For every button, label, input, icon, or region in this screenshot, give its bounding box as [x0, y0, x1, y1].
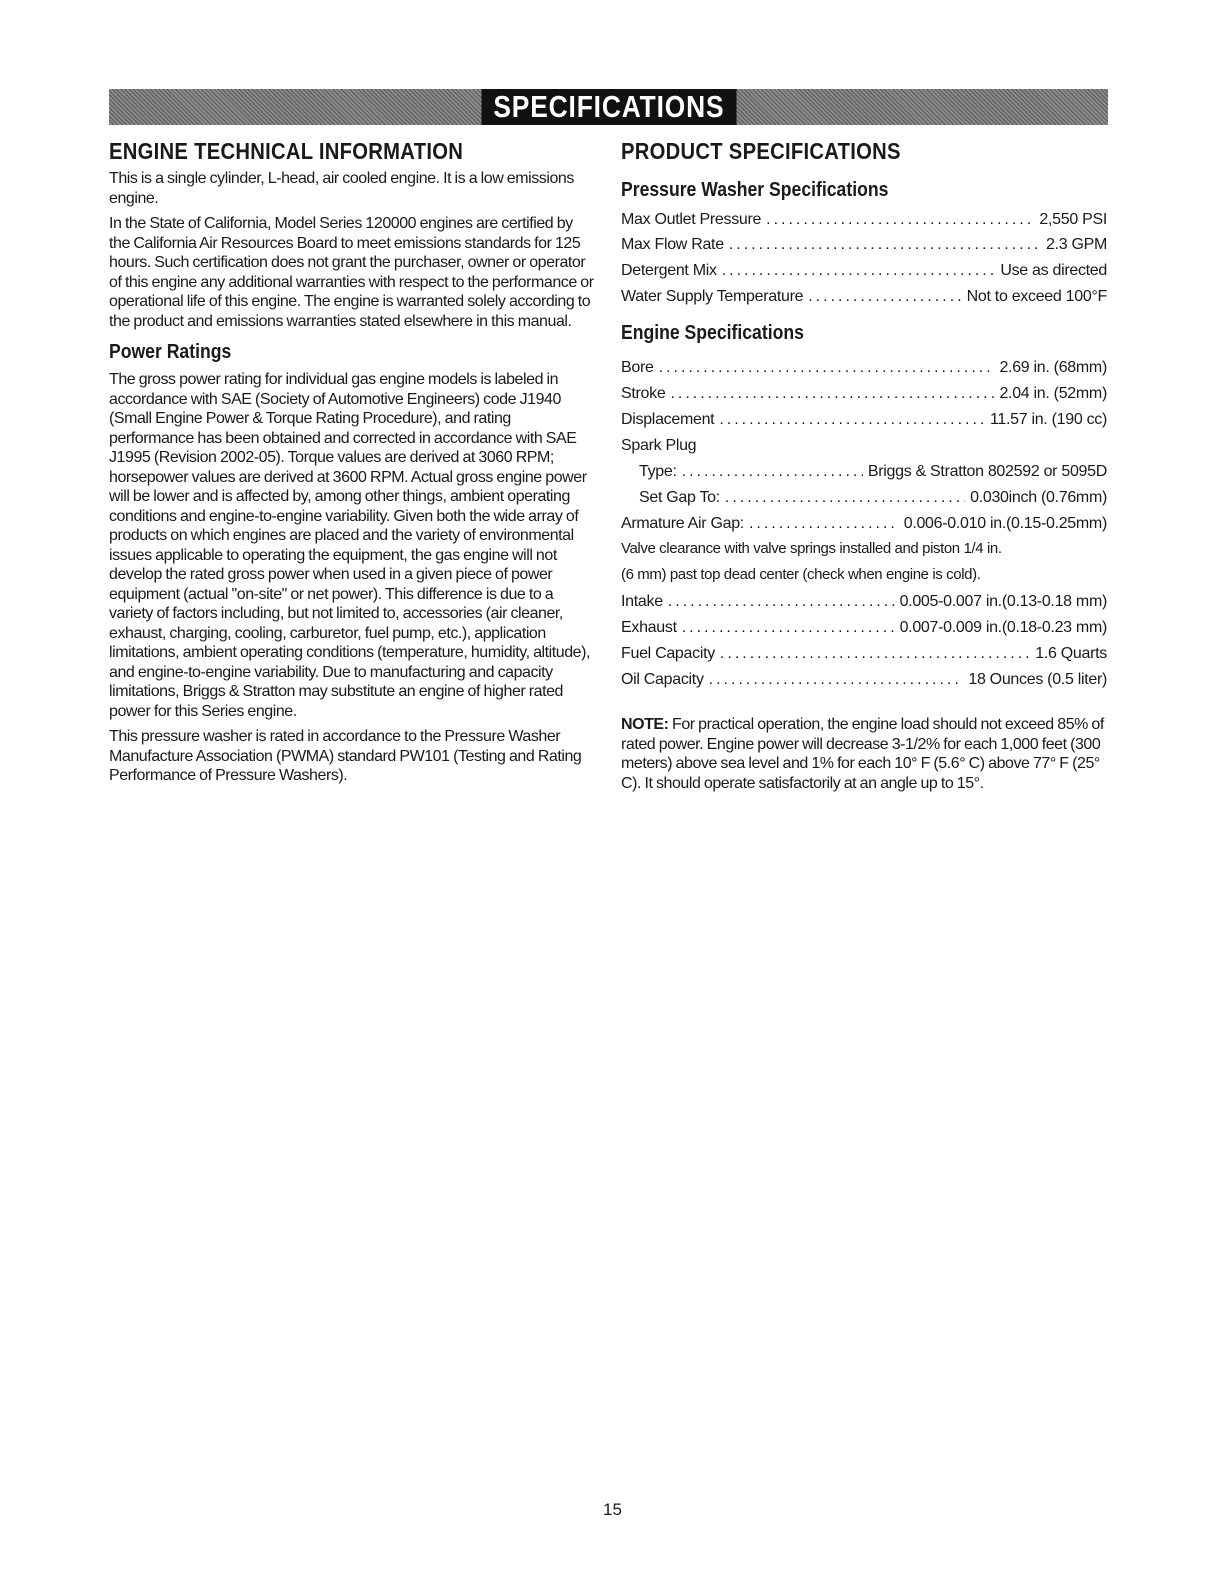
spec-row-intake — [621, 589, 1107, 615]
spec-value: 2,550 PSI — [1039, 211, 1107, 228]
leader-dots — [749, 511, 899, 537]
spec-row-set-gap — [621, 485, 1107, 511]
spec-row-bore — [621, 355, 1107, 381]
spec-label: Set Gap To: — [639, 489, 720, 506]
spec-label: Fuel Capacity — [621, 645, 715, 662]
power-ratings-heading: Power Ratings — [109, 341, 232, 363]
spec-label: Max Outlet Pressure — [621, 211, 762, 228]
spec-label: Max Flow Rate — [621, 236, 724, 253]
spec-row-displacement — [621, 407, 1107, 433]
leader-dots — [729, 232, 1041, 258]
note-paragraph — [621, 715, 1107, 793]
product-specifications-column — [621, 138, 1107, 799]
spark-plug-label: Spark Plug — [621, 437, 697, 454]
product-specifications-heading: PRODUCT SPECIFICATIONS — [621, 138, 901, 164]
spec-value: 0.030inch (0.76mm) — [970, 489, 1107, 506]
note-text: For practical operation, the engine load should not exceed 85% of rated power. Engine power will decrease 3-1/2% for each 1,000 feet (300 meters) above sea level and 1% for each 10° F (5.6° C) above 77° F (25° C). It should operate satisfactorily at an angle up to 15°. — [621, 716, 1104, 792]
leader-dots — [670, 381, 994, 407]
spec-label: Intake — [621, 593, 663, 610]
leader-dots — [719, 407, 985, 433]
spec-value: Not to exceed 100°F — [966, 288, 1107, 305]
spec-row-spark-plug-type — [621, 459, 1107, 485]
spec-label: Exhaust — [621, 619, 677, 636]
engine-technical-heading: ENGINE TECHNICAL INFORMATION — [109, 138, 464, 164]
spec-row-exhaust — [621, 615, 1107, 641]
valve-clearance-line-1: Valve clearance with valve springs installed and piston 1/4 in. — [621, 540, 1002, 557]
banner-title: SPECIFICATIONS — [481, 89, 736, 125]
leader-dots — [720, 641, 1030, 667]
spec-value: 2.3 GPM — [1045, 236, 1107, 253]
spec-label: Detergent Mix — [621, 262, 717, 279]
spec-value: 18 Ounces (0.5 liter) — [968, 671, 1107, 688]
spec-row-max-outlet-pressure — [621, 208, 1107, 232]
spec-value: 2.69 in. (68mm) — [999, 359, 1107, 376]
spec-value: 11.57 in. (190 cc) — [989, 411, 1107, 428]
california-certification-paragraph: In the State of California, Model Series 120000 engines are certified by the California Air Resources Board to meet emissions standards for 125 hours. Such certification does not grant the purchaser, owner or operator of this engine any additional warranties with respect to the performance or operational life of this engine. The engine is warranted solely according to the product and emissions warranties stated elsewhere in this manual. — [109, 215, 594, 330]
leader-dots — [808, 284, 961, 310]
spec-value: 1.6 Quarts — [1035, 645, 1107, 662]
leader-dots — [709, 667, 964, 693]
spec-label: Type: — [639, 463, 677, 480]
valve-clearance-line-2: (6 mm) past top dead center (check when engine is cold). — [621, 566, 981, 583]
spec-label: Armature Air Gap: — [621, 515, 744, 532]
spec-label: Stroke — [621, 385, 666, 402]
spec-value: 0.007-0.009 in.(0.18-0.23 mm) — [899, 619, 1107, 636]
leader-dots — [659, 355, 995, 381]
pressure-washer-specs-heading: Pressure Washer Specifications — [621, 179, 889, 201]
leader-dots — [725, 485, 965, 511]
specifications-banner — [109, 89, 1108, 125]
power-ratings-paragraph: The gross power rating for individual gas engine models is labeled in accordance with SAE (Society of Automotive Engineers) code J1940 (Small Engine Power & Torque Rating Procedure), and rating performance has been obtained and corrected in accordance with SAE J1995 (Revision 2002-05). Torque values are derived at 3060 RPM; horsepower values are derived at 3600 RPM. Actual gross engine power will be lower and is affected by, among other things, ambient operating conditions and engine-to-engine variability. Given both the wide array of products on which engines are placed and the variety of environmental issues applicable to operating the equipment, the gas engine will not develop the rated gross power when used in a given piece of power equipment (actual "on-site" or net power). This difference is due to a variety of factors including, but not limited to, accessories (air cleaner, exhaust, charging, cooling, carburetor, fuel pump, etc.), application limitations, ambient operating conditions (temperature, humidity, altitude), and engine-to-engine variability. Due to manufacturing and capacity limitations, Briggs & Stratton may substitute an engine of higher rated power for this Series engine. — [109, 371, 590, 720]
leader-dots — [766, 208, 1034, 232]
spec-row-fuel-capacity — [621, 641, 1107, 667]
spec-label: Displacement — [621, 411, 715, 428]
engine-specs-heading: Engine Specifications — [621, 322, 804, 344]
spec-label: Bore — [621, 359, 654, 376]
spec-row-water-supply-temperature — [621, 284, 1107, 310]
leader-dots — [682, 459, 863, 485]
spec-label: Water Supply Temperature — [621, 288, 804, 305]
page-number: 15 — [603, 1500, 622, 1519]
spec-row-stroke — [621, 381, 1107, 407]
spec-row-oil-capacity — [621, 667, 1107, 693]
spec-value: Briggs & Stratton 802592 or 5095D — [867, 463, 1107, 480]
spec-label: Oil Capacity — [621, 671, 704, 688]
engine-description-paragraph: This is a single cylinder, L-head, air cooled engine. It is a low emissions engine. — [109, 170, 574, 207]
leader-dots — [682, 615, 895, 641]
note-label: NOTE: — [621, 716, 669, 733]
engine-technical-column — [109, 138, 595, 792]
spec-value: Use as directed — [1000, 262, 1107, 279]
spec-value: 0.006-0.010 in.(0.15-0.25mm) — [903, 515, 1107, 532]
spec-row-max-flow-rate — [621, 232, 1107, 258]
spec-row-detergent-mix — [621, 258, 1107, 284]
spec-row-armature-air-gap — [621, 511, 1107, 537]
spec-value: 0.005-0.007 in.(0.13-0.18 mm) — [899, 593, 1107, 610]
spec-value: 2.04 in. (52mm) — [999, 385, 1107, 402]
pwma-paragraph: This pressure washer is rated in accordance to the Pressure Washer Manufacture Association (PWMA) standard PW101 (Testing and Rating Performance of Pressure Washers). — [109, 728, 582, 784]
leader-dots — [722, 258, 996, 284]
leader-dots — [668, 589, 895, 615]
